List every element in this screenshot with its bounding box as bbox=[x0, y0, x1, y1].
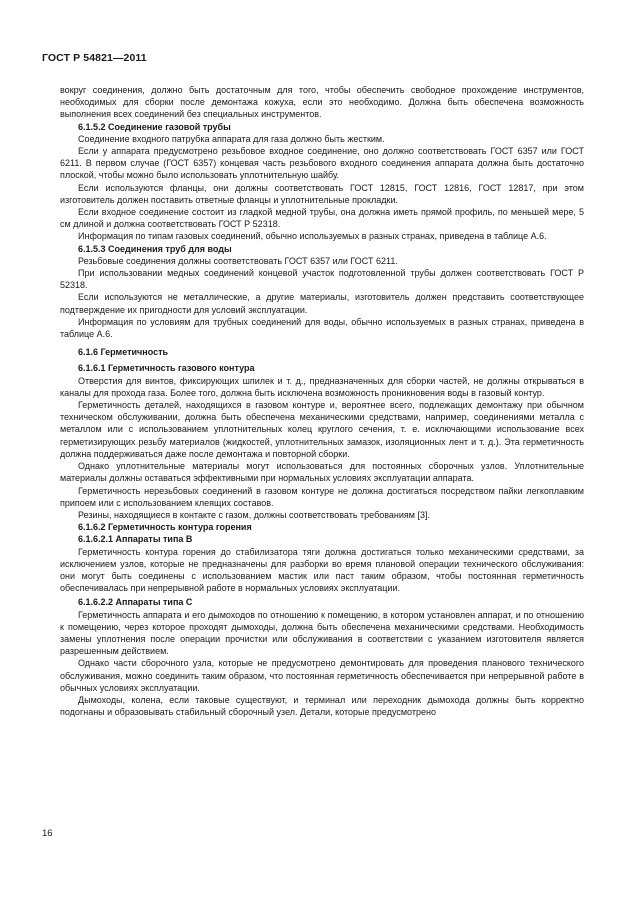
paragraph: Дымоходы, колена, если таковые существуют, и терминал или переходник дымохода должны быть корректно подогнаны и образовывать стабильный сборочный узел. Детали, которые предусмотрено bbox=[60, 694, 584, 718]
section-heading-6-1-6-2-1: 6.1.6.2.1 Аппараты типа В bbox=[78, 534, 193, 545]
paragraph: Резьбовые соединения должны соответствовать ГОСТ 6357 или ГОСТ 6211. bbox=[78, 255, 398, 266]
document-id-header: ГОСТ Р 54821—2011 bbox=[42, 52, 147, 64]
section-heading-6-1-5-2: 6.1.5.2 Соединение газовой трубы bbox=[78, 121, 231, 132]
paragraph: Однако уплотнительные материалы могут использоваться для постоянных сборочных узлов. Уплотнительные материалы должны оставаться эффективными при нормальных условиях эксплуатации аппарата. bbox=[60, 461, 584, 484]
paragraph: Информация по типам газовых соединений, обычно используемых в разных странах, приведена в таблице А.6. bbox=[78, 231, 547, 242]
paragraph: Герметичность контура горения до стабилизатора тяги должна достигаться только механическими средствами, за исключением узлов, которые не предназначены для разборки во время плановой операции технического обслуживания: они могут быть соединены с использованием мастик или паст таким образом, чтобы постоянная герметичность обеспечивалась при непрерывной работе в нормальных условиях эксплуатации. bbox=[60, 546, 584, 594]
paragraph: Если используются фланцы, они должны соответствовать ГОСТ 12815, ГОСТ 12816, ГОСТ 12817, при этом изготовитель должен поставить ответные фланцы и уплотнительные прокладки. bbox=[60, 182, 584, 205]
paragraph: Герметичность деталей, находящихся в газовом контуре и, вероятнее всего, подлежащих демонтажу при обычном техническом обслуживании, должна быть обеспечена механическими средствами, например, соединениями металла с металлом или с использованием уплотнительных колец круглого сечения, т. е. исключающими использование всех герметизирующих резьбу материалов (жидкостей, уплотнительных замазок, изоляционных лент и т. д.). Эта герметичность должна поддерживаться даже после демонтажа и повторной сборки. bbox=[60, 400, 584, 459]
paragraph: Если у аппарата предусмотрено резьбовое входное соединение, оно должно соответствовать ГОСТ 6357 или ГОСТ 6211. В первом случае (ГОСТ 6357) концевая часть резьбового входного соединения аппарата должна быть достаточно плоской, чтобы можно было использовать уплотнительную шайбу. bbox=[60, 146, 584, 181]
paragraph: Соединение входного патрубка аппарата для газа должно быть жестким. bbox=[78, 133, 385, 144]
section-heading-6-1-6: 6.1.6 Герметичность bbox=[78, 347, 169, 358]
paragraph: Отверстия для винтов, фиксирующих шпилек и т. д., предназначенных для сборки частей, не должны открываться в каналы для прохода газа. Более того, должна быть исключена возможность проникновения воды в газовый контур. bbox=[60, 375, 584, 398]
paragraph: Однако части сборочного узла, которые не предусмотрено демонтировать для проведения планового технического обслуживания, можно соединить таким образом, что постоянная герметичность обеспечивается при непрерывной работе в обычных условиях эксплуатации. bbox=[60, 658, 584, 693]
paragraph: вокруг соединения, должно быть достаточным для того, чтобы обеспечить свободное прохождение инструментов, необходимых для сборки после демонтажа кожуха, если это необходимо. Должна быть обеспечена возможность выполнения всех соединений без специальных инструментов. bbox=[60, 85, 584, 120]
paragraph: Информация по условиям для трубных соединений для воды, обычно используемых в разных странах, приведена в таблице А.6. bbox=[60, 316, 584, 340]
section-heading-6-1-6-2-2: 6.1.6.2.2 Аппараты типа С bbox=[78, 597, 193, 608]
paragraph: Если входное соединение состоит из гладкой медной трубы, она должна иметь прямой профиль, по меньшей мере, 5 см длиной и должна соответствовать ГОСТ Р 52318. bbox=[60, 207, 584, 230]
paragraph: При использовании медных соединений концевой участок подготовленной трубы должен соответствовать ГОСТ Р 52318. bbox=[60, 268, 584, 291]
paragraph: Герметичность нерезьбовых соединений в газовом контуре не должна достигаться посредством пайки легкоплавким припоем или с использованием клеящих составов. bbox=[60, 485, 584, 508]
page-number: 16 bbox=[42, 828, 53, 839]
paragraph: Если используются не металлические, а другие материалы, изготовитель должен представить соответствующее подтверждение их пригодности для условий эксплуатации. bbox=[60, 292, 584, 315]
section-heading-6-1-6-1: 6.1.6.1 Герметичность газового контура bbox=[78, 363, 255, 374]
section-heading-6-1-5-3: 6.1.5.3 Соединения труб для воды bbox=[78, 243, 232, 254]
paragraph: Герметичность аппарата и его дымоходов по отношению к помещению, в котором установлен аппарат, и по отношению к помещению, через которое проходят дымоходы, должна быть обеспечена механическими средствами. Необходимость замены уплотнения после операции прочистки или обслуживания в соответствии с указанием изготовителя является разрешенным действием. bbox=[60, 609, 584, 657]
body-text bbox=[60, 84, 584, 718]
section-heading-6-1-6-2: 6.1.6.2 Герметичность контура горения bbox=[78, 522, 252, 533]
paragraph: Резины, находящиеся в контакте с газом, должны соответствовать требованиям [3]. bbox=[78, 509, 430, 520]
